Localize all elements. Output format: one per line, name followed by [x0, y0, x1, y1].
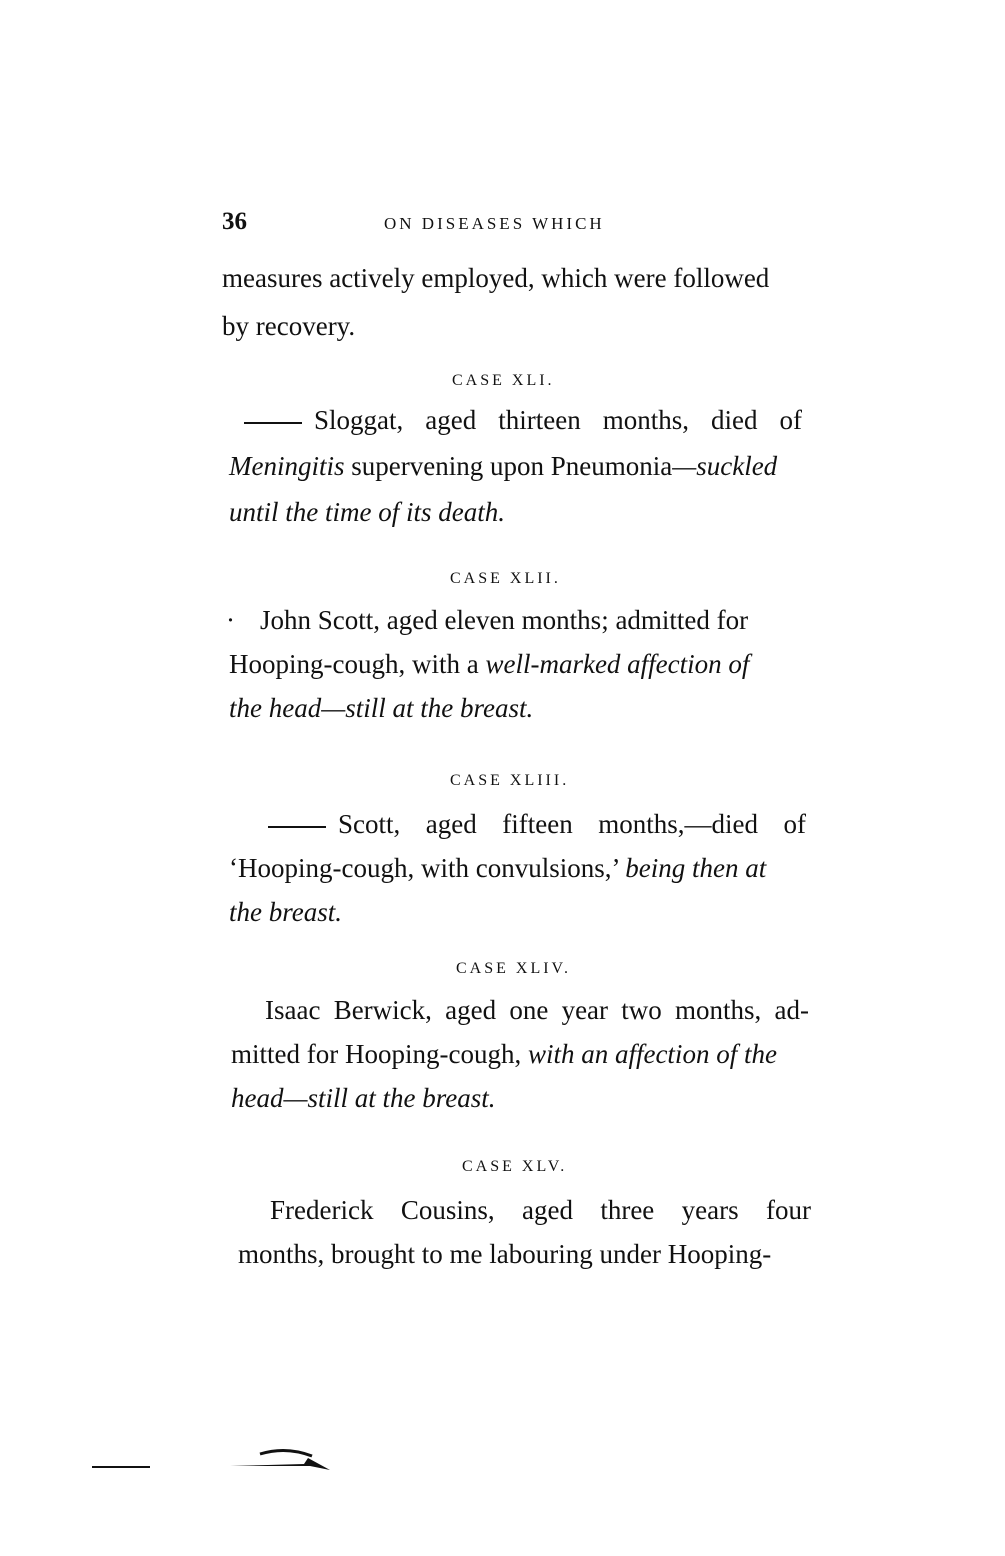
case-xli-italic-suckled: —suckled [672, 451, 778, 481]
case-xlv-line-1: Frederick Cousins, aged three years four [270, 1195, 811, 1225]
case-xlii-italic-2: well-marked affection of [485, 649, 750, 679]
case-xlii-line-2 [229, 648, 807, 680]
printer-mark-icon [226, 1440, 336, 1472]
case-xliii-italic-2: being then at [625, 853, 767, 883]
case-xliv-italic-2: with an affection of the [527, 1039, 777, 1069]
case-xli-text-2: supervening upon Pneumonia [344, 451, 673, 481]
case-xlii-text-1: John Scott, aged eleven months; admitted for [260, 605, 749, 635]
case-xlv-heading: CASE XLV. [462, 1158, 568, 1175]
case-xlii-text-2: Hooping-cough, with a [229, 649, 486, 679]
case-xliii-text-2: ‘Hooping-cough, with convulsions,’ [229, 853, 626, 883]
name-omitted-dash [244, 422, 302, 424]
intro-line-2: by recovery. [222, 311, 356, 341]
case-xliv-italic-3: head—still at the breast. [231, 1083, 496, 1113]
case-xli-line-1 [244, 404, 802, 436]
name-omitted-dash [268, 826, 326, 828]
case-xliii-line-3 [229, 896, 342, 928]
footer-rule [92, 1466, 150, 1468]
case-xliii-italic-3: the breast. [229, 897, 342, 927]
case-xliv-line-1: Isaac Berwick, aged one year two months, ad- [265, 995, 809, 1025]
case-xlii-line-1 [226, 604, 804, 636]
case-xli-italic-meningitis: Meningitis [229, 451, 345, 481]
case-xliv-line-2 [231, 1038, 809, 1070]
running-title: ON DISEASES WHICH [384, 214, 605, 233]
case-xlii-heading: CASE XLII. [450, 570, 561, 587]
case-xliii-line-2 [229, 852, 807, 884]
case-xliv-heading: CASE XLIV. [456, 960, 572, 977]
case-xli-text-1: Sloggat, aged thirteen months, died of [314, 405, 802, 435]
case-xlii-line-3 [229, 692, 533, 724]
case-xli-italic-3: until the time of its death. [229, 497, 505, 527]
case-xlv-line-2: months, brought to me labouring under Hooping- [238, 1239, 772, 1269]
case-xliii-text-1: Scott, aged fifteen months,—died of [338, 809, 806, 839]
case-xliv-line-3 [231, 1082, 496, 1114]
case-xliii-line-1 [268, 808, 806, 840]
page-number: 36 [222, 208, 247, 235]
case-xli-line-3 [229, 496, 505, 528]
case-xlii-italic-3: the head—still at the breast. [229, 693, 534, 723]
intro-line-1: measures actively employed, which were followed [222, 263, 770, 293]
case-xliv-text-2: mitted for Hooping-cough, [231, 1039, 528, 1069]
stray-mark: · [226, 605, 235, 635]
case-xliii-heading: CASE XLIII. [450, 772, 570, 789]
case-xli-heading: CASE XLI. [452, 372, 555, 389]
page-header [222, 208, 642, 240]
case-xli-line-2 [229, 450, 803, 482]
